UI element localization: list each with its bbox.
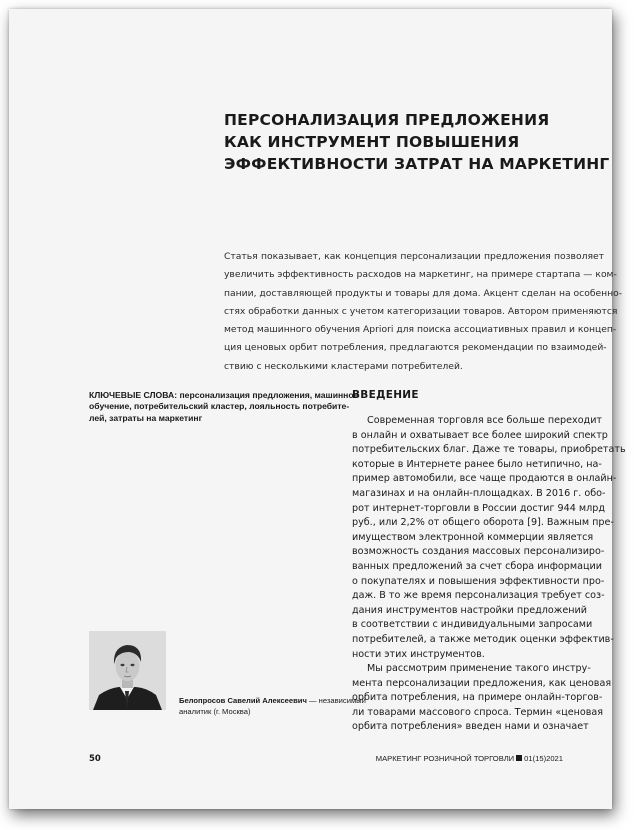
journal-name: МАРКЕТИНГ РОЗНИЧНОЙ ТОРГОВЛИ — [375, 754, 515, 763]
body-line: ли товарами массового спроса. Термин «ценовая — [352, 706, 604, 718]
author-line — [179, 695, 366, 706]
abstract-line: ция ценовых орбит потребления, предлагаются рекомендации по взаимодей- — [224, 342, 607, 354]
page-sheet — [9, 9, 626, 809]
body-line: орбита потребления» введен нами и означает — [352, 721, 589, 733]
body-line: руб., или 2,2% от общего оборота [9]. Важным пре- — [352, 517, 614, 529]
author-info — [179, 695, 366, 717]
body-line: потребительских благ. Даже те товары, приобретать — [352, 444, 626, 456]
abstract-line: увеличить эффективность расходов на маркетинг, на примере стартапа — ком- — [224, 269, 617, 281]
body-text — [352, 414, 626, 735]
body-line: магазинах и на онлайн-площадках. В 2016 г. обо- — [352, 487, 606, 499]
keywords-line: обучение, потребительский кластер, лояльность потребите- — [89, 401, 350, 412]
keywords-line: КЛЮЧЕВЫЕ СЛОВА: персонализация предложения, машинное — [89, 390, 359, 400]
abstract-line: стях обработки данных с учетом категоризации товаров. Автором применяются — [224, 305, 618, 317]
keywords-line: лей, затраты на маркетинг — [89, 412, 203, 423]
body-line: Современная торговля все больше переходит — [367, 415, 603, 426]
author-affiliation: аналитик (г. Москва) — [179, 707, 251, 716]
body-line: в онлайн и охватывает все более широкий спектр — [352, 429, 608, 441]
body-line: потребителей, а также методик оценки эффектив- — [352, 633, 614, 645]
body-line: пример автомобили, все чаще продаются в онлайн- — [352, 473, 617, 485]
body-line: ванных предложений за счет сбора информации — [352, 560, 602, 572]
body-line: которые в Интернете ранее было нетипично, на- — [352, 458, 602, 470]
body-line: в соответствии с индивидуальными запросами — [352, 619, 593, 631]
abstract-line: пании, доставляющей продукты и товары для дома. Акцент сделан на особенно- — [224, 287, 623, 299]
title-line: ПЕРСОНАЛИЗАЦИЯ ПРЕДЛОЖЕНИЯ — [224, 111, 550, 129]
body-line: ности этих инструментов. — [352, 648, 485, 660]
abstract-line: Статья показывает, как концепция персонализации предложения позволяет — [224, 251, 604, 262]
body-line: возможность создания массовых персонализиро- — [352, 546, 605, 558]
body-line: Мы рассмотрим применение такого инстру- — [367, 663, 591, 675]
body-line: о покупателях и повышения эффективности про- — [352, 575, 605, 587]
body-line: рот интернет-торговли в России достиг 944 млрд — [352, 502, 606, 514]
keywords-block — [89, 390, 359, 424]
title-line: ЭФФЕКТИВНОСТИ ЗАТРАТ НА МАРКЕТИНГ — [224, 155, 610, 173]
author-name: Белопросов Савелий Алексеевич — [179, 696, 307, 705]
body-line: дания инструментов настройки предложений — [352, 604, 588, 616]
body-line: мента персонализации предложения, как ценовая — [352, 677, 612, 689]
page-number: 50 — [89, 754, 101, 764]
abstract — [224, 248, 623, 376]
article-title — [224, 109, 610, 175]
body-line: даж. В то же время персонализация требует соз- — [352, 590, 605, 602]
body-line: имуществом электронной коммерции является — [352, 531, 594, 543]
body-line: орбита потребления, на примере онлайн-торгов- — [352, 692, 603, 704]
running-footer — [376, 754, 563, 763]
issue-number: 01(15)2021 — [524, 754, 563, 763]
abstract-line: ствию с несколькими кластерами потребителей. — [224, 360, 463, 372]
title-line: КАК ИНСТРУМЕНТ ПОВЫШЕНИЯ — [224, 133, 520, 151]
section-heading: ВВЕДЕНИЕ — [352, 389, 419, 401]
author-photo — [89, 631, 166, 710]
author-desc: — независимый — [306, 696, 366, 705]
abstract-line: метод машинного обучения Apriori для поиска ассоциативных правил и концеп- — [224, 324, 617, 336]
author-portrait-image — [89, 631, 166, 710]
square-separator-icon — [516, 755, 522, 761]
